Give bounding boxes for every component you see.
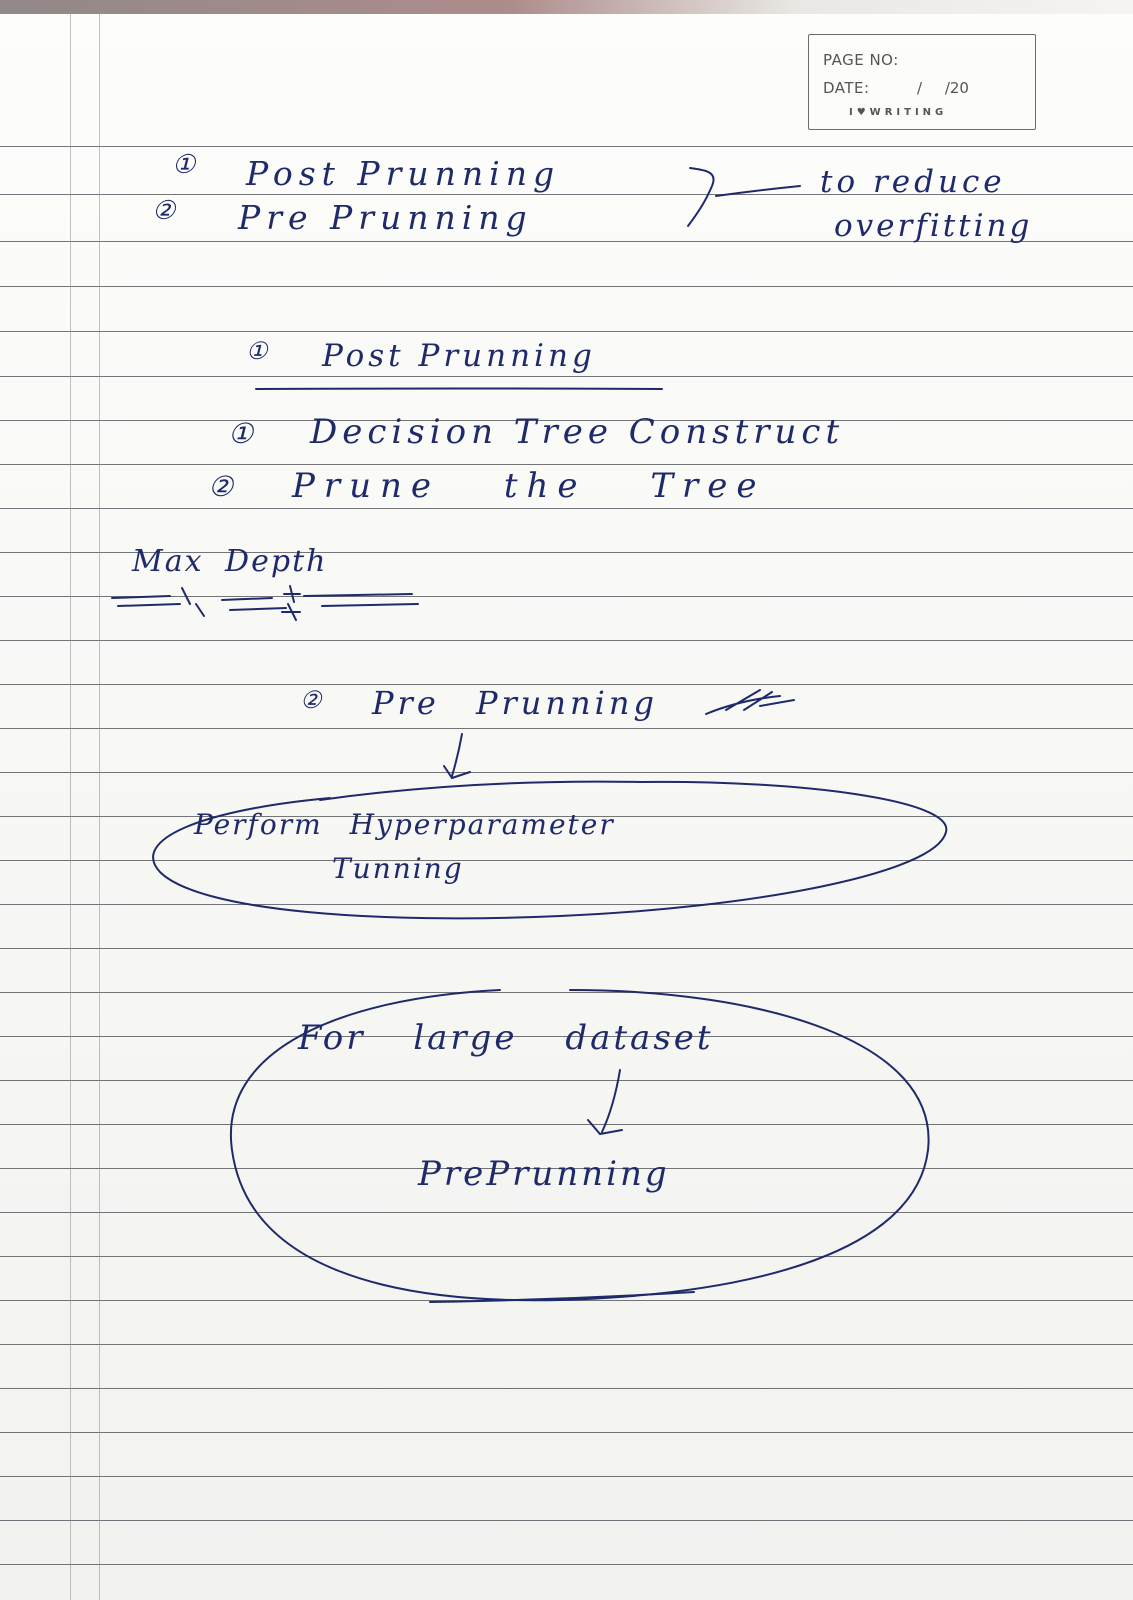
bubble-2-outline — [231, 990, 929, 1300]
intro-item-1-number: ① — [172, 150, 196, 180]
intro-item-2-text: Pre Prunning — [238, 198, 533, 237]
post-pruning-heading-number: ① — [246, 337, 268, 365]
post-pruning-heading: Post Prunning — [322, 338, 596, 374]
post-step-2-number: ② — [208, 470, 234, 503]
intro-item-2-number: ② — [152, 196, 176, 226]
date-label: DATE: — [823, 79, 870, 97]
page-no-label: PAGE NO: — [823, 51, 899, 69]
max-depth-underline-1 — [112, 594, 412, 600]
max-depth-underline-2 — [118, 604, 418, 610]
post-heading-underline — [256, 389, 662, 390]
pre-pruning-heading: Pre Prunning — [372, 684, 658, 722]
bubble-2-arrow — [588, 1070, 622, 1134]
post-step-1-text: Decision Tree Construct — [310, 412, 845, 452]
bubble-1-line-2: Tunning — [332, 852, 464, 885]
bubble-1-outline — [153, 782, 946, 918]
brand-text: I♥WRITING — [849, 107, 948, 118]
intro-note-line-2: overfitting — [834, 208, 1033, 244]
post-step-1-number: ① — [228, 417, 254, 450]
post-step-2-text: Prune the Tree — [292, 466, 766, 506]
intro-note-line-1: to reduce — [820, 164, 1006, 200]
bubble-1-outline-tail — [320, 782, 640, 800]
intro-brace — [688, 168, 714, 226]
pre-pruning-arrow — [444, 734, 470, 778]
intro-arrow — [716, 186, 800, 196]
bubble-1-line-1: Perform Hyperparameter — [194, 808, 615, 841]
max-depth-scribble — [182, 586, 300, 620]
intro-item-1-text: Post Prunning — [246, 154, 561, 193]
date-value: / /20 — [917, 79, 969, 97]
bubble-2-line-1: For large dataset — [298, 1018, 714, 1058]
pre-heading-scribble — [706, 690, 794, 714]
bubble-2-line-2: PrePrunning — [418, 1154, 670, 1194]
max-depth-label: Max Depth — [132, 544, 328, 579]
pre-pruning-heading-number: ② — [300, 686, 322, 714]
